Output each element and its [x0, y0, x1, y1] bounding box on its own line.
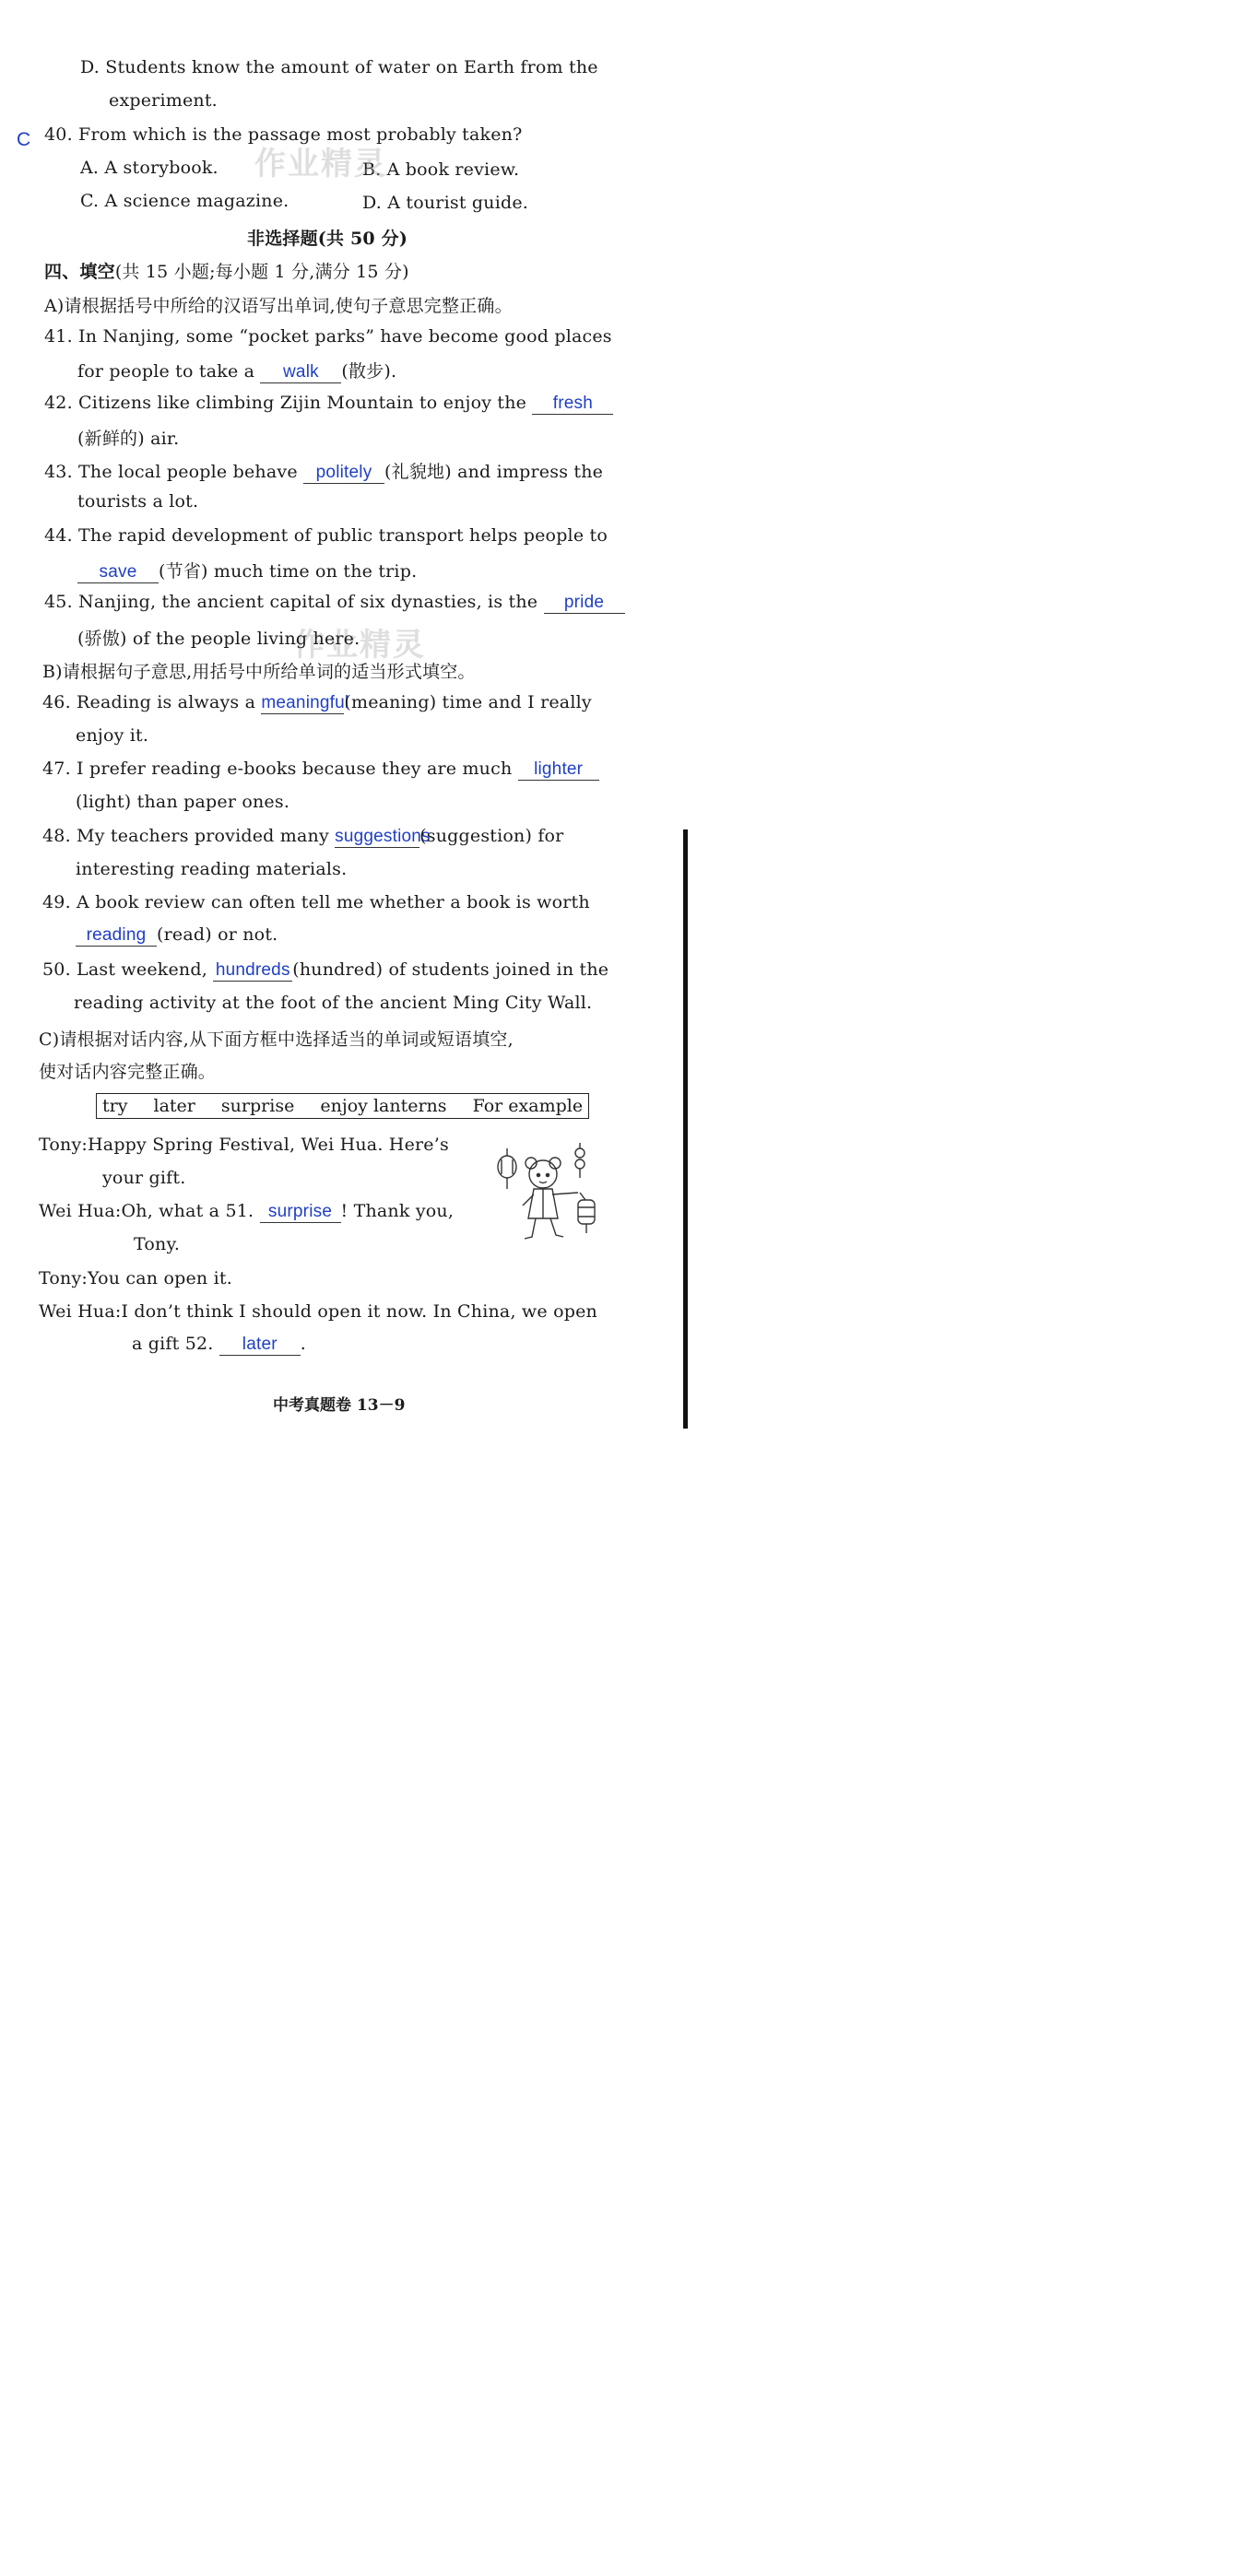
q45-text: 45. Nanjing, the ancient capital of six dynasties, is the: [44, 592, 538, 612]
dialogue-weihua-2-cont: [132, 1334, 306, 1356]
dialogue-weihua-2: [39, 1301, 597, 1322]
q43-answer-blank[interactable]: politely: [303, 464, 384, 484]
q49-answer-blank[interactable]: reading: [76, 926, 157, 947]
dialogue-weihua-1: [39, 1201, 454, 1223]
q45-line2: (骄傲) of the people living here.: [77, 629, 360, 649]
q42-line2: (新鲜的) air.: [77, 429, 180, 449]
dialogue-tony-2: [39, 1268, 232, 1288]
q39-option-d-cont: experiment.: [109, 90, 218, 111]
tony-line: Happy Spring Festival, Wei Hua. Here’s: [88, 1135, 449, 1155]
q42-line1: [44, 393, 613, 415]
q50-line2: reading activity at the foot of the ancient Ming City Wall.: [74, 993, 593, 1013]
q46-line2: enjoy it.: [76, 725, 149, 746]
q45-answer-blank[interactable]: pride: [544, 594, 625, 614]
section-c-instruction: C)请根据对话内容,从下面方框中选择适当的单词或短语填空,: [39, 1029, 514, 1050]
girl-with-lanterns-illustration: [493, 1141, 613, 1252]
q42-answer-blank[interactable]: fresh: [532, 394, 613, 415]
speaker-tony: Tony:: [39, 1268, 89, 1288]
part4-title: 四、填空: [44, 262, 115, 282]
q40-option-d: D. A tourist guide.: [362, 193, 529, 213]
section-title: 非选择题(共 50 分): [247, 229, 408, 249]
q40-option-a: A. A storybook.: [80, 158, 219, 178]
q41-answer-blank[interactable]: walk: [260, 363, 341, 383]
q43-hint: (礼貌地) and impress the: [384, 462, 604, 482]
q48-answer-blank[interactable]: suggestions: [335, 827, 431, 846]
q41-line1: 41. In Nanjing, some “pocket parks” have become good places: [44, 326, 612, 347]
q46-answer-blank[interactable]: meaningful: [261, 693, 349, 712]
word-option: later: [153, 1096, 195, 1116]
part4-header: [44, 258, 409, 283]
q40-option-b: B. A book review.: [362, 159, 520, 180]
weihua-line: I don’t think I should open it now. In China, we open: [121, 1301, 597, 1322]
section-a-instruction: A)请根据括号中所给的汉语写出单词,使句子意思完整正确。: [44, 296, 513, 316]
q39-option-d: D. Students know the amount of water on Earth from the: [80, 57, 598, 77]
weihua-line-end: .: [300, 1334, 307, 1354]
q45-line1: [44, 592, 625, 614]
page-footer: 中考真题卷 13－9: [273, 1396, 406, 1415]
weihua-line: a gift 52.: [132, 1334, 214, 1354]
q50-hint: (hundred) of students joined in the: [292, 959, 609, 980]
q47-text: 47. I prefer reading e-books because they are much: [42, 759, 513, 779]
speaker-weihua: Wei Hua:: [39, 1301, 122, 1322]
q51-answer-blank[interactable]: surprise: [260, 1203, 341, 1223]
q49-line1: 49. A book review can often tell me whether a book is worth: [42, 892, 590, 912]
q48-line2: interesting reading materials.: [76, 859, 348, 879]
q46-text: 46. Reading is always a: [42, 692, 256, 712]
q43-line2: tourists a lot.: [77, 491, 199, 512]
q47-answer-blank[interactable]: lighter: [518, 760, 599, 781]
q40-stem: 40. From which is the passage most probably taken?: [44, 124, 523, 145]
q40-marked-answer: C: [17, 129, 31, 150]
watermark: 作业精灵: [254, 146, 387, 182]
q44-line1: 44. The rapid development of public transport helps people to: [44, 525, 608, 546]
q41-hint: (散步).: [341, 361, 397, 382]
q40-option-c: C. A science magazine.: [80, 191, 289, 211]
q50-text: 50. Last weekend,: [42, 959, 207, 980]
q50-line1: [42, 959, 608, 982]
section-b-instruction: B)请根据句子意思,用括号中所给单词的适当形式填空。: [42, 662, 476, 682]
q47-line2: (light) than paper ones.: [76, 792, 290, 812]
q48-text: 48. My teachers provided many: [42, 826, 329, 846]
q41-text: for people to take a: [77, 361, 255, 382]
q43-line1: [44, 458, 603, 484]
word-option: try: [102, 1096, 128, 1116]
q42-text: 42. Citizens like climbing Zijin Mountain to enjoy the: [44, 393, 527, 413]
watermark: 作业精灵: [293, 627, 426, 664]
q43-text: 43. The local people behave: [44, 462, 298, 482]
dialogue-tony-1: [39, 1135, 449, 1155]
q50-answer-blank[interactable]: hundreds: [213, 961, 292, 982]
q44-line2: [77, 558, 417, 583]
dialogue-tony-1-cont: your gift.: [102, 1168, 186, 1188]
page-edge-bar: [683, 829, 688, 1429]
word-option: For example: [472, 1096, 584, 1116]
word-option: surprise: [220, 1096, 295, 1116]
speaker-tony: Tony:: [39, 1135, 89, 1155]
part4-note: (共 15 小题;每小题 1 分,满分 15 分): [114, 262, 409, 282]
weihua-line-end: ! Thank you,: [340, 1201, 455, 1221]
q48-line1: [42, 826, 563, 848]
word-option: enjoy lanterns: [320, 1096, 447, 1116]
q44-hint: (节省) much time on the trip.: [159, 561, 418, 582]
q49-hint: (read) or not.: [157, 924, 278, 945]
q52-answer-blank[interactable]: later: [219, 1335, 301, 1356]
word-choice-box: [96, 1093, 589, 1119]
tony-line: You can open it.: [88, 1268, 232, 1288]
section-c-instruction-cont: 使对话内容完整正确。: [39, 1062, 217, 1082]
q47-line1: [42, 759, 599, 781]
q48-hint: (suggestion) for: [419, 826, 564, 846]
q46-hint: (meaning) time and I really: [344, 692, 592, 712]
q49-line2: [76, 924, 278, 947]
speaker-weihua: Wei Hua:: [39, 1201, 122, 1221]
q41-line2: [77, 358, 396, 383]
q44-answer-blank[interactable]: save: [77, 563, 159, 583]
weihua-line: Oh, what a 51.: [121, 1201, 254, 1221]
q46-line1: [42, 692, 592, 714]
dialogue-weihua-1-cont: Tony.: [134, 1234, 181, 1254]
